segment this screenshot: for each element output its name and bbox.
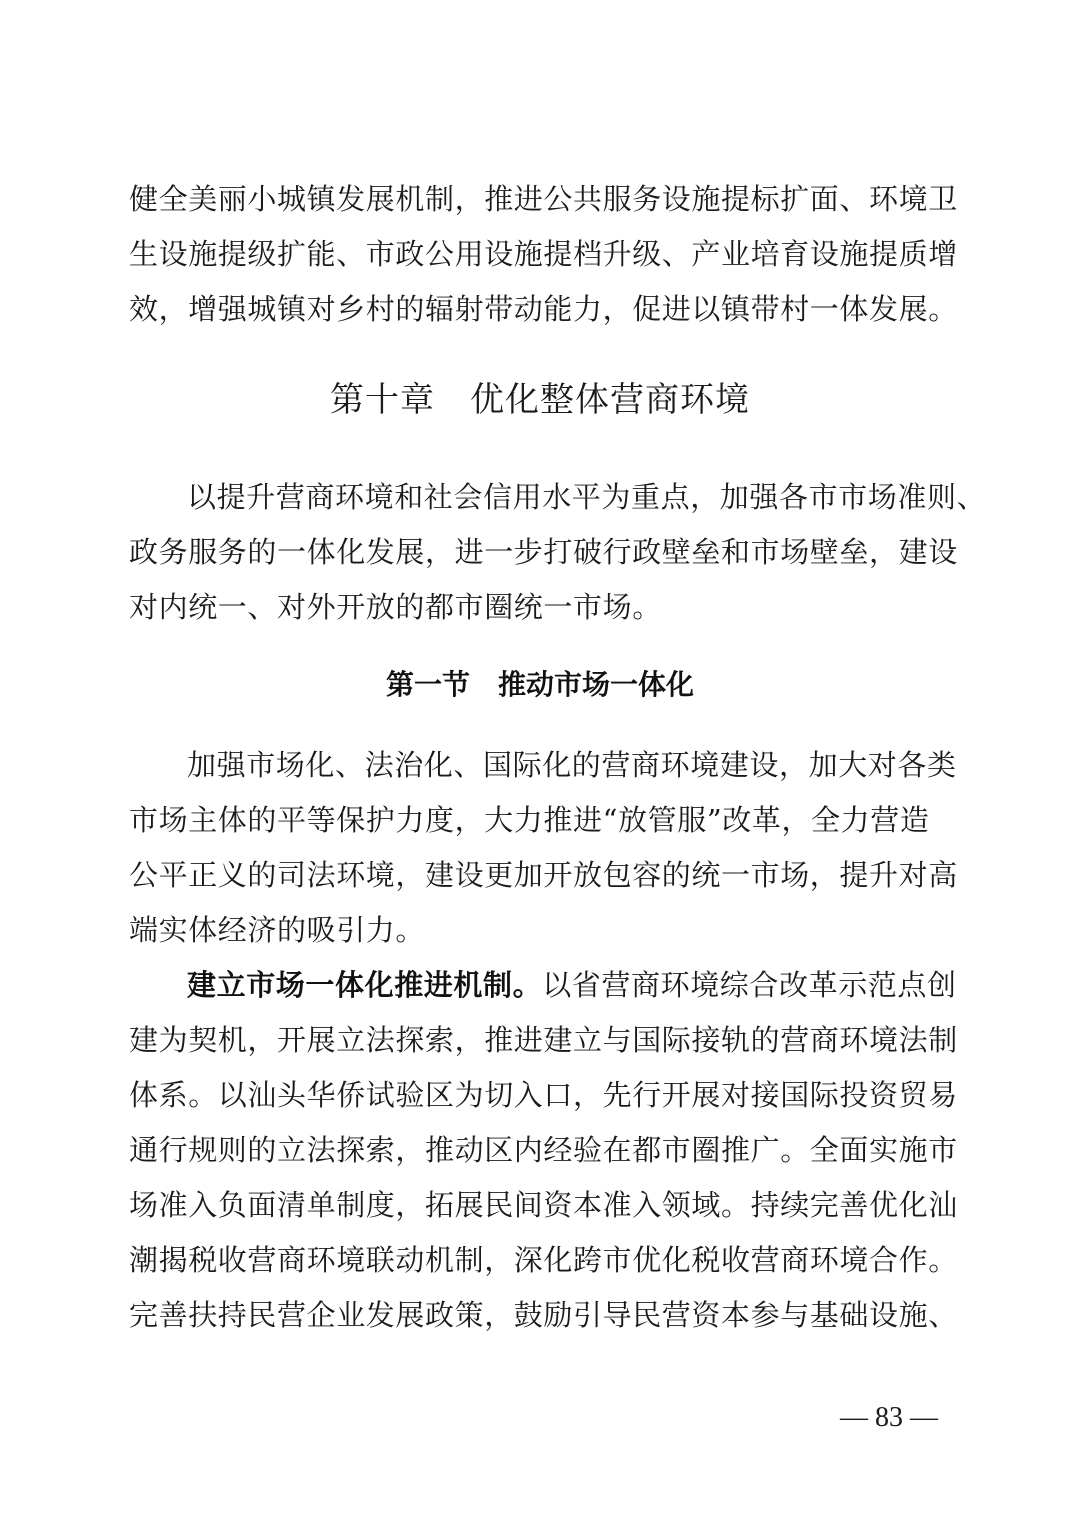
chapter-title: 第十章 优化整体营商环境 [330, 380, 750, 420]
section-paragraph-line: 潮揭税收营商环境联动机制，深化跨市优化税收营商环境合作。 [129, 1243, 958, 1277]
section-paragraph-line: 场准入负面清单制度，拓展民间资本准入领域。持续完善优化汕 [129, 1188, 958, 1222]
section-paragraph-line: 通行规则的立法探索，推动区内经验在都市圈推广。全面实施市 [129, 1133, 958, 1167]
section-paragraph-line: 加强市场化、法治化、国际化的营商环境建设，加大对各类 [187, 748, 957, 782]
chapter-summary-line: 对内统一、对外开放的都市圈统一市场。 [129, 590, 662, 624]
section-paragraph-line: 市场主体的平等保护力度，大力推进“放管服”改革，全力营造 [129, 803, 930, 837]
page-number: — 83 — [840, 1402, 938, 1433]
intro-paragraph-line: 健全美丽小城镇发展机制，推进公共服务设施提标扩面、环境卫 [129, 182, 958, 216]
intro-paragraph-line: 效，增强城镇对乡村的辐射带动能力，促进以镇带村一体发展。 [129, 292, 958, 326]
section-paragraph-line: 建为契机，开展立法探索，推进建立与国际接轨的营商环境法制 [129, 1023, 958, 1057]
chapter-summary-line: 政务服务的一体化发展，进一步打破行政壁垒和市场壁垒，建设 [129, 535, 958, 569]
section-paragraph-line: 端实体经济的吸引力。 [129, 913, 426, 947]
section-paragraph-line: 体系。以汕头华侨试验区为切入口，先行开展对接国际投资贸易 [129, 1078, 958, 1112]
section-paragraph-2-first-line [187, 968, 959, 1002]
section-paragraph-line: 公平正义的司法环境，建设更加开放包容的统一市场，提升对高 [129, 858, 958, 892]
section-title: 第一节 推动市场一体化 [385, 668, 694, 701]
bold-lead-heading: 建立市场一体化推进机制。 [187, 968, 543, 1002]
intro-paragraph-line: 生设施提级扩能、市政公用设施提档升级、产业培育设施提质增 [129, 237, 958, 271]
paragraph-text: 以省营商环境综合改革示范点创 [542, 968, 957, 1002]
chapter-summary-line: 以提升营商环境和社会信用水平为重点，加强各市市场准则、 [187, 480, 987, 514]
section-paragraph-line: 完善扶持民营企业发展政策，鼓励引导民营资本参与基础设施、 [129, 1298, 958, 1332]
